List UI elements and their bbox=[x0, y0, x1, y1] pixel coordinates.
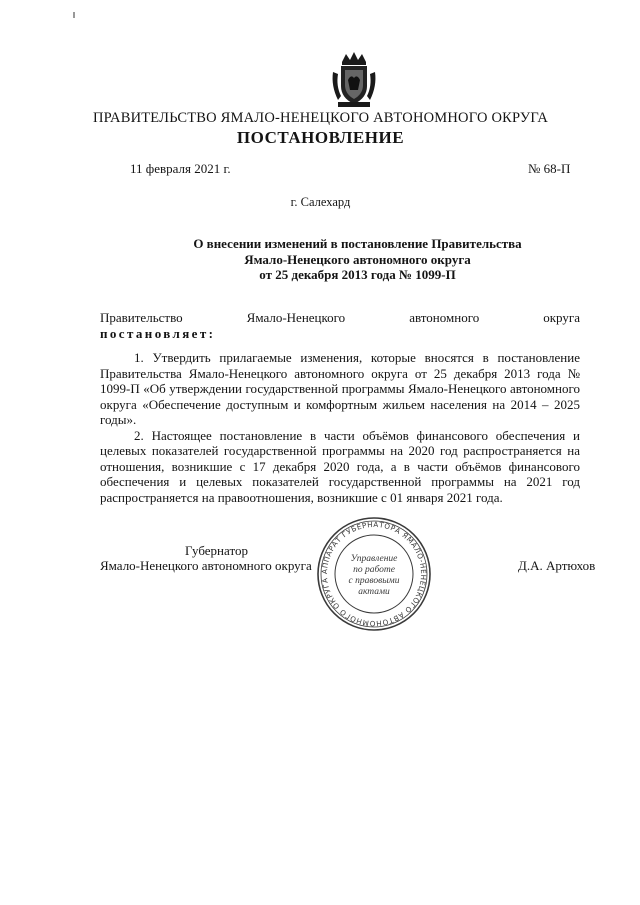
paragraph-2: 2. Настоящее постановление в части объёмов финансового обеспечения и целевых показателей государственной программы на 2020 год распространяется на отношения, возникшие с 17 декабря 2020 года, а в части объёмов финансового обеспечения и целевых показателей государственной программы на 2021 год распространяется на правоотношения, возникшие с 01 января 2021 года. bbox=[100, 427, 580, 505]
document-body bbox=[100, 350, 580, 505]
preamble bbox=[100, 310, 580, 341]
seal-center-text: по работе bbox=[353, 565, 395, 575]
seal-center-text: с правовыми bbox=[348, 576, 400, 586]
title-line: от 25 декабря 2013 года № 1099-П bbox=[259, 267, 456, 282]
document-title bbox=[110, 236, 605, 283]
signatory-position: Губернатор bbox=[185, 543, 248, 558]
seal-ring-text: АППАРАТ ГУБЕРНАТОРА ЯМАЛО-НЕНЕЦКОГО АВТОНОМНОГО ОКРУГА bbox=[319, 519, 429, 629]
preamble-word: Правительство bbox=[100, 310, 183, 325]
seal-center-text: Управление bbox=[350, 554, 398, 564]
title-line: Ямало-Ненецкого автономного округа bbox=[244, 251, 471, 267]
government-name: ПРАВИТЕЛЬСТВО ЯМАЛО-НЕНЕЦКОГО АВТОНОМНОГО ОКРУГА bbox=[92, 110, 549, 126]
document-city: г. Салехард bbox=[290, 195, 351, 209]
preamble-word: округа bbox=[543, 310, 580, 325]
coat-of-arms-icon bbox=[328, 50, 380, 110]
decree-action: постановляет: bbox=[100, 325, 216, 341]
signatory-name: Д.А. Артюхов bbox=[518, 558, 596, 573]
preamble-word: Ямало-Ненецкого bbox=[246, 310, 346, 325]
paragraph-1: 1. Утвердить прилагаемые изменения, которые вносятся в постановление Правительства Ямало-Ненецкого автономного округа от 25 декабря 2013 года № 1099-П «Об утверждении государственной программы Ямало-Ненецкого автономного округа «Обеспечение доступным и комфортным жильем населения на 2014 – 2025 годы». bbox=[100, 350, 580, 427]
document-number: № 68-П bbox=[528, 161, 571, 176]
document-date: 11 февраля 2021 г. bbox=[130, 161, 231, 176]
title-line: О внесении изменений в постановление Правительства bbox=[193, 236, 522, 251]
official-seal-stamp bbox=[315, 515, 433, 633]
scan-mark bbox=[73, 12, 75, 18]
document-type: ПОСТАНОВЛЕНИЕ bbox=[236, 128, 405, 147]
preamble-line bbox=[100, 310, 580, 326]
seal-center-text: актами bbox=[358, 587, 390, 597]
preamble-word: автономного bbox=[409, 310, 480, 325]
signatory-organization: Ямало-Ненецкого автономного округа bbox=[100, 558, 312, 573]
